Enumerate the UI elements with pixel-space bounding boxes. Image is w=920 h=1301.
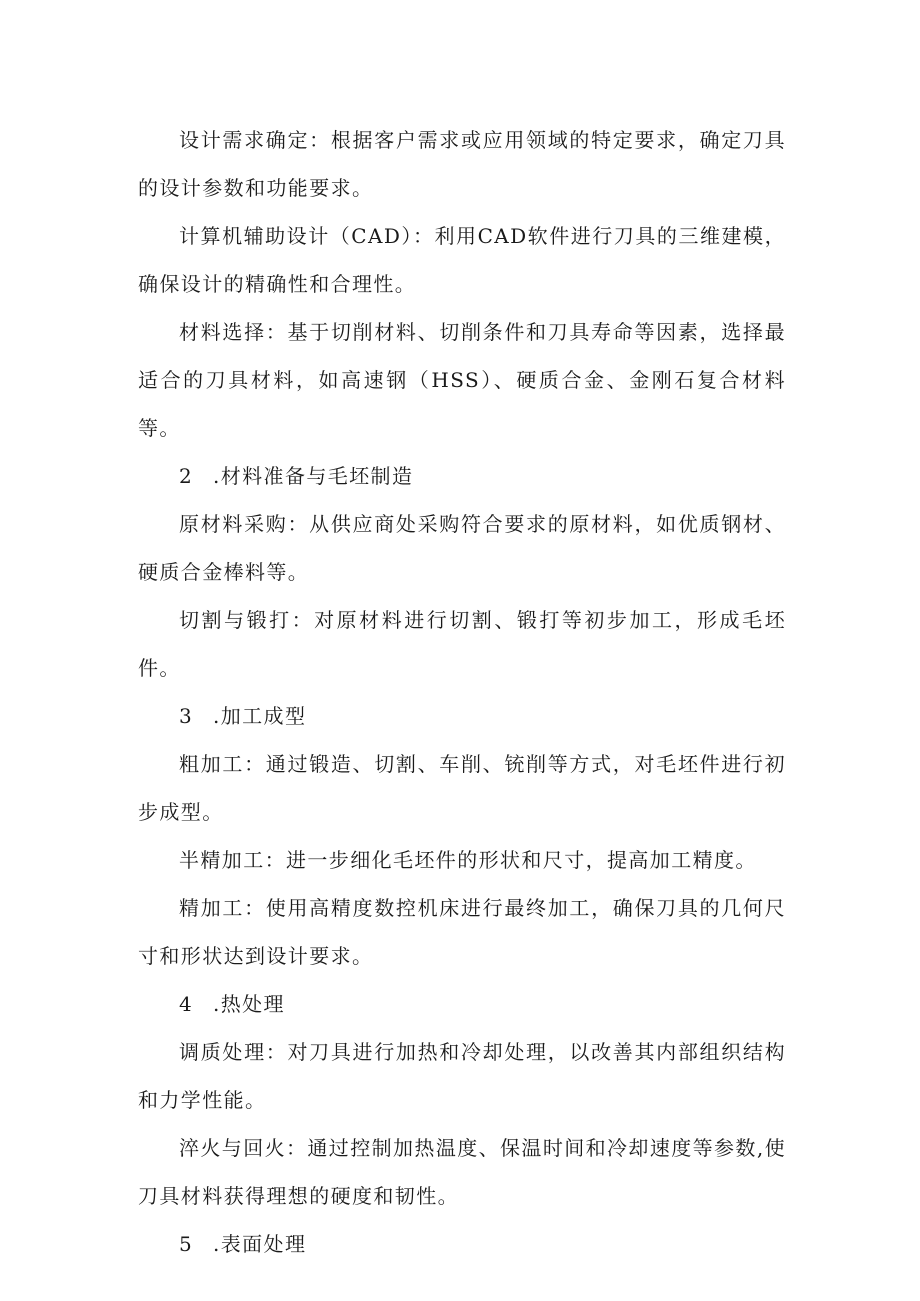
paragraph-rough-machining: 粗加工：通过锻造、切割、车削、铳削等方式，对毛坯件进行初步成型。 (138, 752, 786, 824)
section-heading-4 (138, 980, 786, 1028)
paragraph-raw-material-purchase: 原材料采购：从供应商处采购符合要求的原材料，如优质钢材、硬质合金棒料等。 (138, 512, 786, 584)
paragraph-quenching-tempering-treatment: 调质处理：对刀具进行加热和冷却处理，以改善其内部组织结构和力学性能。 (138, 1040, 786, 1112)
section-title: .表面处理 (213, 1232, 307, 1256)
paragraph-finishing: 精加工：使用高精度数控机床进行最终加工，确保刀具的几何尺寸和形状达到设计要求。 (138, 896, 786, 968)
paragraph-quenching-and-tempering: 淬火与回火：通过控制加热温度、保温时间和冷却速度等参数,使刀具材料获得理想的硬度和韧性。 (138, 1136, 786, 1208)
paragraph-cutting-forging: 切割与锻打：对原材料进行切割、锻打等初步加工，形成毛坯件。 (138, 608, 786, 680)
paragraph-semi-finishing: 半精加工：进一步细化毛坯件的形状和尺寸，提高加工精度。 (179, 848, 757, 872)
section-number: 2 (179, 464, 194, 488)
section-number: 3 (179, 704, 194, 728)
paragraph-cad: 计算机辅助设计（CAD）：利用CAD软件进行刀具的三维建模，确保设计的精确性和合理性。 (138, 224, 786, 296)
section-heading-2 (138, 452, 786, 500)
section-number: 4 (179, 992, 194, 1016)
section-heading-5 (138, 1220, 786, 1268)
section-title: .加工成型 (213, 704, 307, 728)
section-number: 5 (179, 1232, 194, 1256)
document-body (138, 116, 786, 1268)
paragraph-material-selection: 材料选择：基于切削材料、切削条件和刀具寿命等因素，选择最适合的刀具材料，如高速钢（HSS）、硬质合金、金刚石复合材料等。 (138, 320, 786, 440)
section-title: .材料准备与毛坯制造 (213, 464, 414, 488)
paragraph-design-requirements: 设计需求确定：根据客户需求或应用领域的特定要求，确定刀具的设计参数和功能要求。 (138, 128, 786, 200)
section-title: .热处理 (213, 992, 285, 1016)
section-heading-3 (138, 692, 786, 740)
